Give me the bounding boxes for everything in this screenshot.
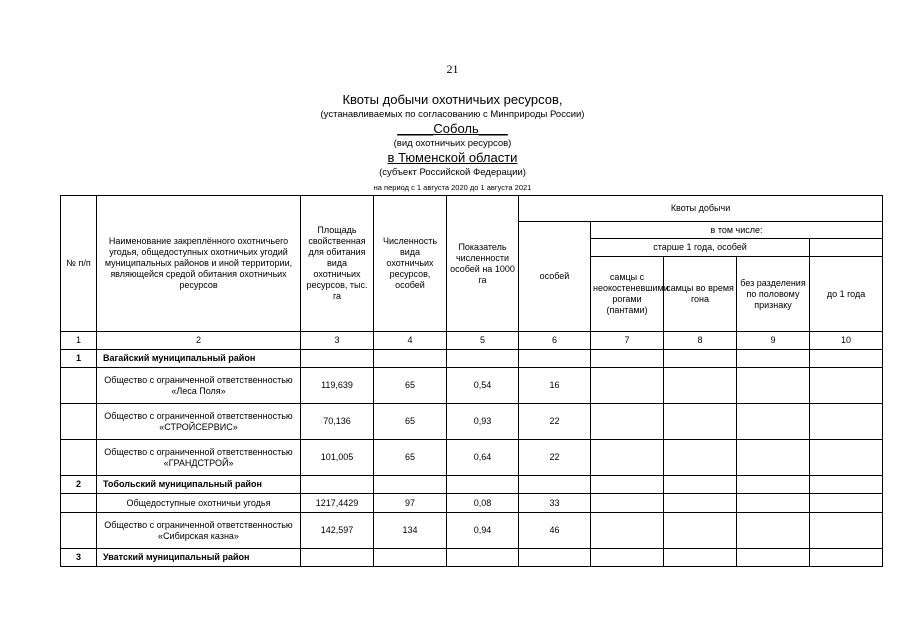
cell-density: 0,94 [447, 513, 519, 549]
column-number: 9 [737, 332, 810, 350]
cell-empty [737, 368, 810, 404]
cell-name: Общество с ограниченной ответственностью «СТРОЙСЕРВИС» [97, 404, 301, 440]
cell-empty [519, 476, 591, 494]
document-subtitle: (устанавливаемых по согласованию с Минприроды России) [320, 109, 585, 120]
cell-name: Тобольский муниципальный район [97, 476, 301, 494]
cell-empty [591, 549, 664, 567]
column-number: 6 [519, 332, 591, 350]
cell-total: 33 [519, 494, 591, 513]
cell-empty [810, 476, 883, 494]
cell-num [61, 513, 97, 549]
column-number: 8 [664, 332, 737, 350]
cell-empty [447, 476, 519, 494]
cell-empty [519, 350, 591, 368]
header-count: Численность вида охотничьих ресурсов, особей [374, 196, 447, 332]
cell-empty [737, 440, 810, 476]
cell-empty [301, 549, 374, 567]
region-name: в Тюменской области [387, 150, 518, 165]
page-number: 21 [446, 62, 459, 76]
species-prefix: _____ [397, 121, 434, 136]
district-row [61, 476, 883, 494]
cell-total: 16 [519, 368, 591, 404]
header-density: Показатель численности особей на 1000 га [447, 196, 519, 332]
cell-empty [810, 549, 883, 567]
cell-empty [664, 513, 737, 549]
table-row [61, 440, 883, 476]
cell-num: 3 [61, 549, 97, 567]
cell-empty [374, 350, 447, 368]
header-quota: Квоты добычи [519, 196, 883, 222]
header-incl: в том числе: [591, 222, 883, 239]
cell-num: 1 [61, 350, 97, 368]
cell-num [61, 404, 97, 440]
cell-empty [374, 549, 447, 567]
cell-empty [664, 350, 737, 368]
column-number: 1 [61, 332, 97, 350]
cell-empty [591, 494, 664, 513]
cell-empty [810, 494, 883, 513]
cell-empty [447, 350, 519, 368]
header-area: Площадь свойственная для обитания вида охотничьих ресурсов, тыс. га [301, 196, 374, 332]
cell-name: Общество с ограниченной ответственностью «Леса Поля» [97, 368, 301, 404]
species-caption: (вид охотничьих ресурсов) [393, 138, 512, 149]
cell-empty [810, 404, 883, 440]
region-caption: (субъект Российской Федерации) [379, 167, 526, 178]
cell-empty [664, 549, 737, 567]
species-line [0, 121, 905, 136]
cell-empty [737, 404, 810, 440]
header-c9: без разделения по половому признаку [737, 257, 810, 332]
cell-count: 134 [374, 513, 447, 549]
cell-empty [591, 513, 664, 549]
document-title: Квоты добычи охотничьих ресурсов, [342, 92, 563, 107]
table-row [61, 494, 883, 513]
cell-count: 97 [374, 494, 447, 513]
header-total: особей [519, 222, 591, 332]
cell-name: Общество с ограниченной ответственностью «Сибирская казна» [97, 513, 301, 549]
cell-total: 22 [519, 404, 591, 440]
cell-count: 65 [374, 368, 447, 404]
cell-empty [591, 476, 664, 494]
cell-empty [737, 350, 810, 368]
cell-empty [737, 476, 810, 494]
cell-num [61, 494, 97, 513]
cell-empty [664, 404, 737, 440]
cell-area: 1217,4429 [301, 494, 374, 513]
cell-empty [591, 350, 664, 368]
cell-empty [810, 440, 883, 476]
cell-name: Вагайский муниципальный район [97, 350, 301, 368]
cell-empty [810, 368, 883, 404]
column-number: 10 [810, 332, 883, 350]
header-name: Наименование закреплённого охотничьего угодья, общедоступных охотничьих угодий муниципальных районов и иной территории, являющейся средой обитания охотничьих ресурсов [97, 196, 301, 332]
cell-empty [810, 350, 883, 368]
cell-count: 65 [374, 404, 447, 440]
header-c10: до 1 года [810, 257, 883, 332]
cell-total: 22 [519, 440, 591, 476]
cell-empty [664, 476, 737, 494]
cell-name: Общедоступные охотничьи угодья [97, 494, 301, 513]
table-row [61, 368, 883, 404]
header-empty [810, 239, 883, 257]
district-row [61, 350, 883, 368]
cell-empty [301, 476, 374, 494]
cell-empty [591, 404, 664, 440]
cell-density: 0,54 [447, 368, 519, 404]
cell-area: 142,597 [301, 513, 374, 549]
cell-name: Уватский муниципальный район [97, 549, 301, 567]
cell-empty [591, 368, 664, 404]
cell-area: 101,005 [301, 440, 374, 476]
cell-empty [519, 549, 591, 567]
cell-name: Общество с ограниченной ответственностью «ГРАНДСТРОЙ» [97, 440, 301, 476]
header-c7: самцы с неокостеневшими рогами (пантами) [591, 257, 664, 332]
cell-empty [301, 350, 374, 368]
column-number: 2 [97, 332, 301, 350]
cell-empty [374, 476, 447, 494]
column-number: 3 [301, 332, 374, 350]
cell-area: 70,136 [301, 404, 374, 440]
cell-empty [664, 368, 737, 404]
species-name: Соболь [433, 121, 479, 136]
cell-total: 46 [519, 513, 591, 549]
cell-empty [737, 549, 810, 567]
period-line: на период с 1 августа 2020 до 1 августа 2021 [373, 183, 532, 192]
cell-num [61, 368, 97, 404]
column-number: 4 [374, 332, 447, 350]
species-suffix: ____ [478, 121, 508, 136]
cell-empty [737, 494, 810, 513]
cell-num [61, 440, 97, 476]
cell-density: 0,93 [447, 404, 519, 440]
cell-count: 65 [374, 440, 447, 476]
cell-density: 0,08 [447, 494, 519, 513]
cell-empty [591, 440, 664, 476]
cell-empty [664, 440, 737, 476]
district-row [61, 549, 883, 567]
table-row [61, 513, 883, 549]
cell-num: 2 [61, 476, 97, 494]
column-numbers-row [61, 332, 883, 350]
table-row [61, 404, 883, 440]
cell-empty [737, 513, 810, 549]
cell-empty [447, 549, 519, 567]
column-number: 5 [447, 332, 519, 350]
cell-density: 0,64 [447, 440, 519, 476]
header-older: старше 1 года, особей [591, 239, 810, 257]
column-number: 7 [591, 332, 664, 350]
cell-empty [810, 513, 883, 549]
header-c8: самцы во время гона [664, 257, 737, 332]
cell-area: 119,639 [301, 368, 374, 404]
cell-empty [664, 494, 737, 513]
header-num: № п/п [61, 196, 97, 332]
quota-table [60, 195, 883, 567]
